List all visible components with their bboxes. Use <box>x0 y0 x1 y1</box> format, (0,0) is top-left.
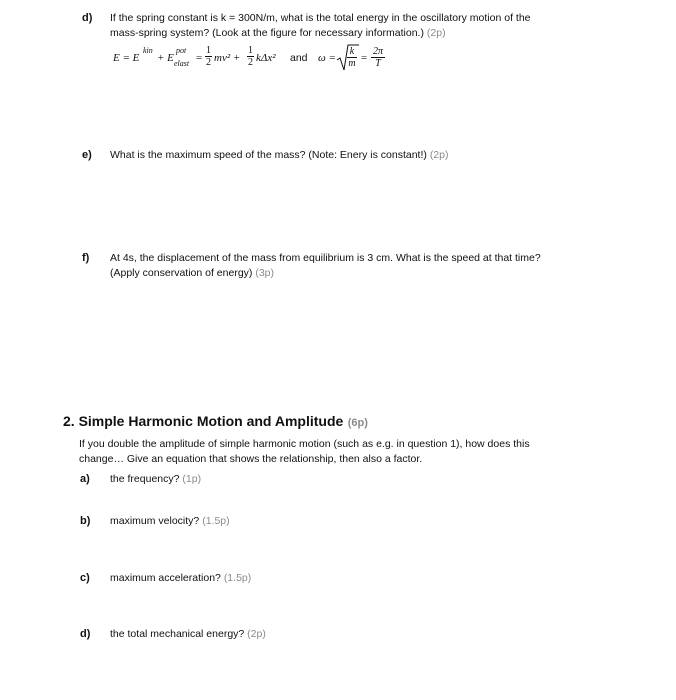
part-f-line2: (Apply conservation of energy) (3p) <box>110 267 275 279</box>
item-c-question: maximum acceleration? (1.5p) <box>110 572 252 584</box>
formula-k-over-m: k m <box>348 46 356 69</box>
formula-equals-2: = <box>361 52 368 64</box>
part-e-question: What is the maximum speed of the mass? (Note: Enery is constant!) (2p) <box>110 149 449 161</box>
formula-elast-sub: elast <box>174 59 190 68</box>
part-d-points: (2p) <box>426 27 446 39</box>
formula-kdx2: kΔx² <box>256 52 276 64</box>
section-2-intro: If you double the amplitude of simple harmonic motion (such as e.g. in question 1), how does this change… Give an equation that shows the relationship, then also a factor. <box>79 438 530 465</box>
formula-lhs: E = E <box>113 52 140 64</box>
formula-half-2: 1 2 <box>248 45 253 68</box>
part-d-line2: mass-spring system? (Look at the figure for necessary information.) (2p) <box>110 27 446 39</box>
formula-mv2: mv² + <box>214 52 241 64</box>
item-d-label: d) <box>80 628 91 640</box>
part-e-label: e) <box>82 149 92 161</box>
formula-omega: ω = <box>318 52 336 64</box>
item-a-points: (1p) <box>182 473 202 485</box>
item-b-question: maximum velocity? (1.5p) <box>110 515 230 527</box>
part-d-line1: If the spring constant is k = 300N/m, what is the total energy in the oscillatory motion of the <box>110 12 531 24</box>
item-b-label: b) <box>80 515 91 527</box>
item-d-question: the total mechanical energy? (2p) <box>110 628 266 640</box>
part-d-label: d) <box>82 12 93 24</box>
section-2-points: (6p) <box>347 417 368 429</box>
formula-plus-e: + E <box>157 52 174 64</box>
item-a-question: the frequency? (1p) <box>110 473 202 485</box>
item-a-label: a) <box>80 473 90 485</box>
part-f-line1: At 4s, the displacement of the mass from equilibrium is 3 cm. What is the speed at that time? <box>110 252 541 264</box>
item-d-points: (2p) <box>247 628 266 640</box>
formula-2pi-over-t: 2π T <box>372 46 383 69</box>
item-b-points: (1.5p) <box>202 515 230 527</box>
section-2-title: 2. Simple Harmonic Motion and Amplitude <box>63 413 344 429</box>
part-d-question <box>110 11 650 41</box>
formula-pot-sup: pot <box>176 46 187 55</box>
formula-half-1: 1 2 <box>206 45 211 68</box>
part-f-points: (3p) <box>255 267 275 279</box>
formula-and: and <box>290 52 308 64</box>
part-f-label: f) <box>82 252 90 264</box>
part-f-question <box>110 251 650 281</box>
item-c-points: (1.5p) <box>223 572 252 584</box>
section-2-heading <box>63 413 368 431</box>
item-c-label: c) <box>80 572 90 584</box>
part-e-points: (2p) <box>429 149 449 161</box>
formula-kin-sup: kin <box>143 46 153 55</box>
formula-equals: = <box>196 52 203 64</box>
